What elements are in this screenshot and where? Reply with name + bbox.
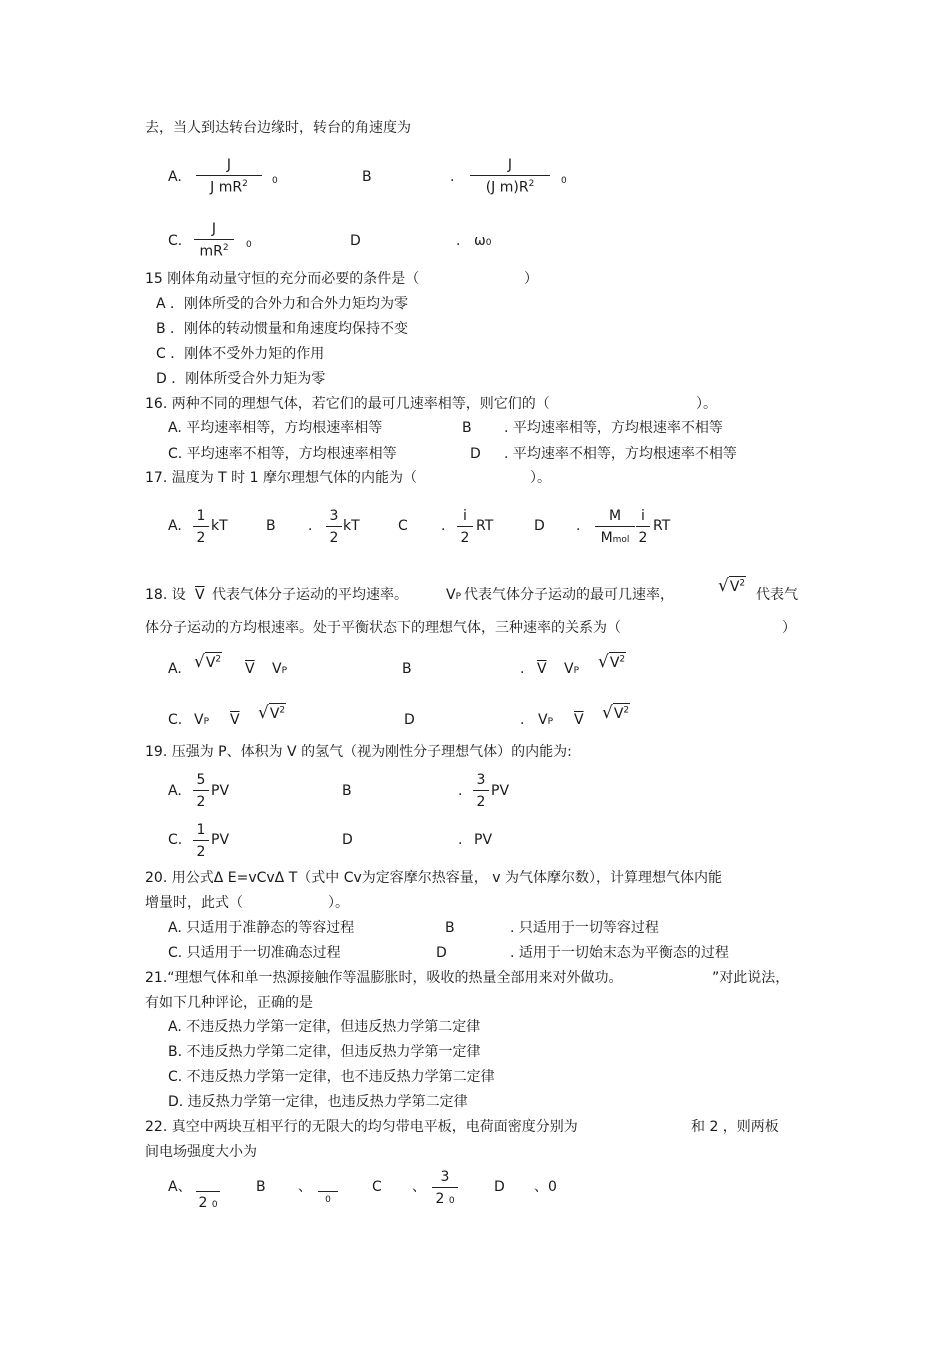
- numerator: 1: [193, 823, 209, 841]
- q14-option-a-subscript: 0: [272, 176, 278, 186]
- q18-stem-start: 18. 设: [145, 587, 186, 603]
- denominator: 2 0: [435, 1191, 455, 1207]
- q20-option-a: A. 只适用于准静态的等容过程: [168, 920, 355, 936]
- q18-option-c-mean: $\overline{V}$: [230, 712, 240, 728]
- q22-option-d-value: 、0: [534, 1179, 557, 1195]
- q18-option-c-most-probable: VP: [194, 712, 210, 728]
- q17-option-a-tail: kT: [211, 518, 228, 534]
- q17-option-b-label: B: [266, 518, 276, 534]
- denominator: 2: [196, 844, 206, 860]
- q22-option-a-label: A、: [168, 1179, 192, 1195]
- q16-close: ）。: [696, 396, 717, 412]
- q17-option-d-tail: RT: [653, 518, 671, 534]
- q18-option-a-mean: $\overline{V}$: [245, 661, 255, 677]
- q16-option-b-label: B: [462, 420, 472, 436]
- numerator: J: [194, 222, 234, 240]
- q21-stem: 21.“理想气体和单一热源接触作等温膨胀时，吸收的热量全部用来对外做功。: [145, 970, 623, 986]
- q17-option-a-fraction: [193, 509, 209, 545]
- q19-option-a-label: A.: [168, 783, 182, 799]
- q19-option-c-tail: PV: [211, 832, 230, 848]
- q21-option-d: D. 违反热力学第一定律，也违反热力学第二定律: [168, 1094, 468, 1110]
- q18-option-a-rms: $√V^2$: [194, 652, 222, 672]
- q15-option-d: D ．刚体所受合外力矩为零: [156, 371, 326, 387]
- numerator: 5: [193, 773, 209, 791]
- q17-option-a-label: A.: [168, 518, 182, 534]
- q18-stem-most-probable: 代表气体分子运动的最可几速率，: [464, 587, 674, 603]
- q18-option-a-label: A.: [168, 661, 182, 677]
- q20-option-d-label: D: [436, 945, 447, 961]
- q22-option-b-fraction: [318, 1174, 338, 1205]
- q19-option-a-tail: PV: [211, 783, 230, 799]
- q22-option-c-fraction: [432, 1170, 458, 1206]
- q17-option-d-fraction-m: [595, 509, 635, 545]
- q15-close: ）: [524, 271, 538, 287]
- q17-option-c-fraction: [457, 509, 473, 545]
- q15-option-c: C ．刚体不受外力矩的作用: [156, 346, 325, 362]
- denominator: 2: [460, 530, 470, 546]
- q22-option-d-label: D: [494, 1179, 505, 1195]
- numerator: [196, 1174, 220, 1192]
- q18-option-a-most-probable: VP: [272, 661, 288, 677]
- q18-option-d-label: D: [404, 712, 415, 728]
- q22-option-a-fraction: [196, 1174, 220, 1210]
- q18-option-b-label: B: [402, 661, 412, 677]
- q17-option-c-dot: .: [441, 518, 446, 534]
- q14-option-d-omega: ω0: [474, 233, 492, 249]
- q20-option-b: . 只适用于一切等容过程: [510, 920, 659, 936]
- q16-option-c: C. 平均速率不相等，方均根速率相等: [168, 446, 397, 462]
- q22-stem: 22. 真空中两块互相平行的无限大的均匀带电平板，电荷面密度分别为: [145, 1119, 578, 1135]
- denominator: J $mR^2$: [210, 179, 248, 196]
- q22-option-b-label: B: [256, 1179, 266, 1195]
- q14-option-b-label: B: [362, 169, 372, 185]
- q19-option-d-dot: .: [458, 832, 463, 848]
- q20-option-c: C. 只适用于一切准确态过程: [168, 945, 341, 961]
- q18-option-d-mean: $\overline{V}$: [574, 712, 584, 728]
- q19-option-b-dot: .: [458, 783, 463, 799]
- numerator: J: [470, 158, 550, 176]
- q19-option-c-label: C.: [168, 832, 183, 848]
- denominator: 2: [638, 530, 648, 546]
- q16-option-a: A. 平均速率相等，方均根速率相等: [168, 420, 383, 436]
- q17-option-b-tail: kT: [343, 518, 360, 534]
- denominator: Mmol: [600, 530, 630, 546]
- q20-close: ）。: [328, 895, 349, 911]
- q22-option-c-label: C: [372, 1179, 382, 1195]
- q18-mean-speed-symbol: $\overline{V}$: [195, 587, 205, 603]
- q20-stem: 20. 用公式Δ E=vCvΔ T（式中 Cv为定容摩尔热容量， v 为气体摩尔数），计算理想气体内能: [145, 870, 722, 886]
- q22-option-b-separator: 、: [298, 1179, 312, 1195]
- numerator: i: [457, 509, 473, 527]
- q14-option-c-fraction: [194, 222, 234, 259]
- q19-option-d-value: PV: [474, 832, 493, 848]
- denominator: 2: [196, 794, 206, 810]
- numerator: [318, 1174, 338, 1192]
- q14-option-c-subscript: 0: [246, 240, 252, 250]
- q16-option-d-label: D: [470, 446, 481, 462]
- q17-option-d-dot: .: [576, 518, 581, 534]
- q22-stem-end: 和 2 ，则两板: [691, 1119, 779, 1135]
- q22-option-c-separator: 、: [412, 1179, 426, 1195]
- q17-option-b-dot: .: [308, 518, 313, 534]
- numerator: J: [196, 158, 262, 176]
- q21-stem-end: ”对此说法，: [712, 970, 790, 986]
- q15-option-a: A ．刚体所受的合外力和合外力矩均为零: [156, 296, 409, 312]
- q18-rms-symbol: $√V^2$: [718, 576, 746, 596]
- numerator: 1: [193, 509, 209, 527]
- q17-option-d-label: D: [534, 518, 545, 534]
- q14-option-a-fraction: [196, 158, 262, 195]
- q18-stem-rms: 代表气: [756, 587, 798, 603]
- q14-continuation: 去，当人到达转台边缘时，转台的角速度为: [145, 120, 411, 136]
- q17-stem: 17. 温度为 T 时 1 摩尔理想气体的内能为（: [145, 470, 417, 486]
- denominator: 2: [329, 530, 339, 546]
- q19-option-c-fraction: [193, 823, 209, 859]
- q17-option-d-fraction-i: [636, 509, 650, 545]
- numerator: 3: [473, 773, 489, 791]
- q15-option-b: B ．刚体的转动惯量和角速度均保持不变: [156, 321, 409, 337]
- q18-option-d-dot: .: [520, 712, 525, 728]
- q14-option-d-dot: .: [456, 233, 461, 249]
- q18-stem-line2: 体分子运动的方均根速率。处于平衡状态下的理想气体，三种速率的关系为（: [145, 620, 621, 636]
- q19-option-a-fraction: [193, 773, 209, 809]
- denominator: 0: [325, 1195, 331, 1205]
- q18-close: ）: [782, 620, 796, 636]
- numerator: 3: [432, 1170, 458, 1188]
- q18-option-b-most-probable: VP: [564, 661, 580, 677]
- q18-option-c-rms: $√V^2$: [258, 703, 286, 723]
- q18-option-b-rms: $√V^2$: [598, 652, 626, 672]
- q18-most-probable-symbol: VP: [446, 587, 462, 603]
- q18-stem-mean: 代表气体分子运动的平均速率。: [212, 587, 408, 603]
- q19-stem: 19. 压强为 P、体积为 V 的氢气（视为刚性分子理想气体）的内能为:: [145, 744, 572, 760]
- numerator: M: [595, 509, 635, 527]
- q17-option-b-fraction: [326, 509, 342, 545]
- denominator: 2 0: [198, 1195, 218, 1211]
- q17-close: ）。: [530, 470, 551, 486]
- q14-option-b-fraction: [470, 158, 550, 195]
- q21-option-b: B. 不违反热力学第二定律，但违反热力学第一定律: [168, 1044, 481, 1060]
- denominator: 2: [476, 794, 486, 810]
- q14-option-b-subscript: 0: [561, 176, 567, 186]
- q15-stem: 15 刚体角动量守恒的充分而必要的条件是（: [145, 271, 420, 287]
- q18-option-d-most-probable: VP: [538, 712, 554, 728]
- q19-option-b-tail: PV: [491, 783, 510, 799]
- q14-option-b-dot: .: [450, 169, 455, 185]
- q17-option-c-label: C: [398, 518, 408, 534]
- numerator: 3: [326, 509, 342, 527]
- q20-option-d: . 适用于一切始末态为平衡态的过程: [510, 945, 729, 961]
- q14-option-a-label: A.: [168, 169, 182, 185]
- q16-option-d: . 平均速率不相等，方均根速率不相等: [504, 446, 737, 462]
- q20-option-b-label: B: [445, 920, 455, 936]
- q18-option-c-label: C.: [168, 712, 183, 728]
- q18-option-b-mean: $\overline{V}$: [537, 661, 547, 677]
- q14-option-d-label: D: [350, 233, 361, 249]
- q18-option-b-dot: .: [520, 661, 525, 677]
- q21-stem-line2: 有如下几种评论，正确的是: [145, 995, 313, 1011]
- q17-option-c-tail: RT: [476, 518, 494, 534]
- q21-option-c: C. 不违反热力学第一定律，也不违反热力学第二定律: [168, 1069, 495, 1085]
- q22-stem-line2: 间电场强度大小为: [145, 1144, 257, 1160]
- q16-option-b: . 平均速率相等，方均根速率不相等: [504, 420, 723, 436]
- q19-option-b-fraction: [473, 773, 489, 809]
- q14-option-c-label: C.: [168, 233, 183, 249]
- q19-option-b-label: B: [342, 783, 352, 799]
- q19-option-d-label: D: [342, 832, 353, 848]
- denominator: 2: [196, 530, 206, 546]
- numerator: i: [636, 509, 650, 527]
- denominator: $mR^2$: [199, 243, 229, 260]
- q18-option-d-rms: $√V^2$: [602, 703, 630, 723]
- q16-stem: 16. 两种不同的理想气体，若它们的最可几速率相等，则它们的（: [145, 396, 550, 412]
- q21-option-a: A. 不违反热力学第一定律，但违反热力学第二定律: [168, 1019, 481, 1035]
- denominator: (J $m)R^2$: [485, 179, 535, 196]
- q20-stem-line2: 增量时，此式（: [145, 895, 243, 911]
